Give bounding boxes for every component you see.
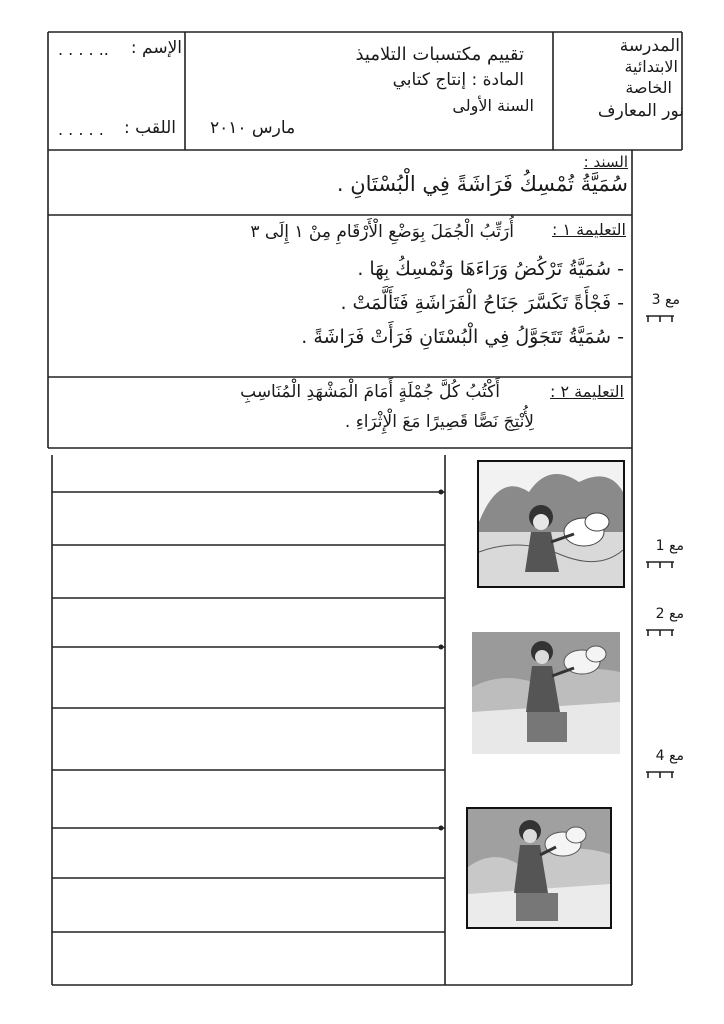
- criterion-1: مع 1: [655, 538, 684, 554]
- exam-date: مارس ٢٠١٠: [210, 118, 296, 138]
- school-line-1: المدرسة: [619, 36, 680, 56]
- instruction-2-text-2: لِأُنْتِجَ نَصًّا قَصِيرًا مَعَ الْإِثْرَاءِ .: [344, 412, 534, 432]
- criterion-2: مع 2: [655, 606, 684, 622]
- sentence-1: - سُمَيَّةُ تَرْكُضُ وَرَاءَهَا وَتُمْسِكُ بِهَا .: [357, 258, 624, 280]
- scene-image-2: [472, 632, 620, 754]
- sentence-3: - سُمَيَّةُ تَتَجَوَّلُ فِي الْبُسْتَانِ فَرَأَتْ فَرَاشَةً .: [301, 326, 624, 348]
- support-label: السند :: [583, 153, 628, 171]
- instruction-2-text: أَكْتُبُ كُلَّ جُمْلَةٍ أَمَامَ الْمَشْهَدِ الْمُنَاسِبِ: [240, 382, 500, 402]
- subject-line: المادة : إنتاج كتابي: [392, 70, 524, 90]
- support-text: سُمَيَّةُ تُمْسِكُ فَرَاشَةً فِي الْبُسْتَانِ .: [336, 172, 628, 196]
- school-line-2: الابتدائية: [624, 57, 678, 76]
- school-line-3: الخاصة: [625, 78, 672, 97]
- surname-label: اللقب :: [124, 118, 176, 138]
- instruction-2-label: التعليمة ٢ :: [550, 382, 624, 401]
- girl-garden-illustration-3: [468, 809, 610, 927]
- scene-image-1: [477, 460, 625, 588]
- instruction-1-text: أُرَتِّبُ الْجُمَلَ بِوَضْعِ الْأَرْقَامِ مِنْ ١ إِلَى ٣: [250, 222, 514, 242]
- girl-garden-illustration-2: [472, 632, 620, 754]
- criterion-3: مع 3: [651, 292, 680, 308]
- surname-dots[interactable]: . . . . .: [58, 120, 104, 139]
- scene-image-3: [466, 807, 612, 929]
- school-year: السنة الأولى: [452, 96, 534, 115]
- school-line-4: نور المعارف: [597, 101, 684, 121]
- name-label: الإسم :: [130, 38, 182, 58]
- girl-garden-illustration-1: [479, 462, 623, 586]
- criterion-4: مع 4: [655, 748, 684, 764]
- instruction-1-label: التعليمة ١ :: [552, 220, 626, 239]
- sentence-2: - فَجْأَةً تَكَسَّرَ جَنَاحُ الْفَرَاشَةِ فَتَأَلَّمَتْ .: [340, 292, 624, 314]
- evaluation-title: تقييم مكتسبات التلاميذ: [355, 44, 524, 65]
- name-dots[interactable]: . . . . ..: [58, 40, 109, 59]
